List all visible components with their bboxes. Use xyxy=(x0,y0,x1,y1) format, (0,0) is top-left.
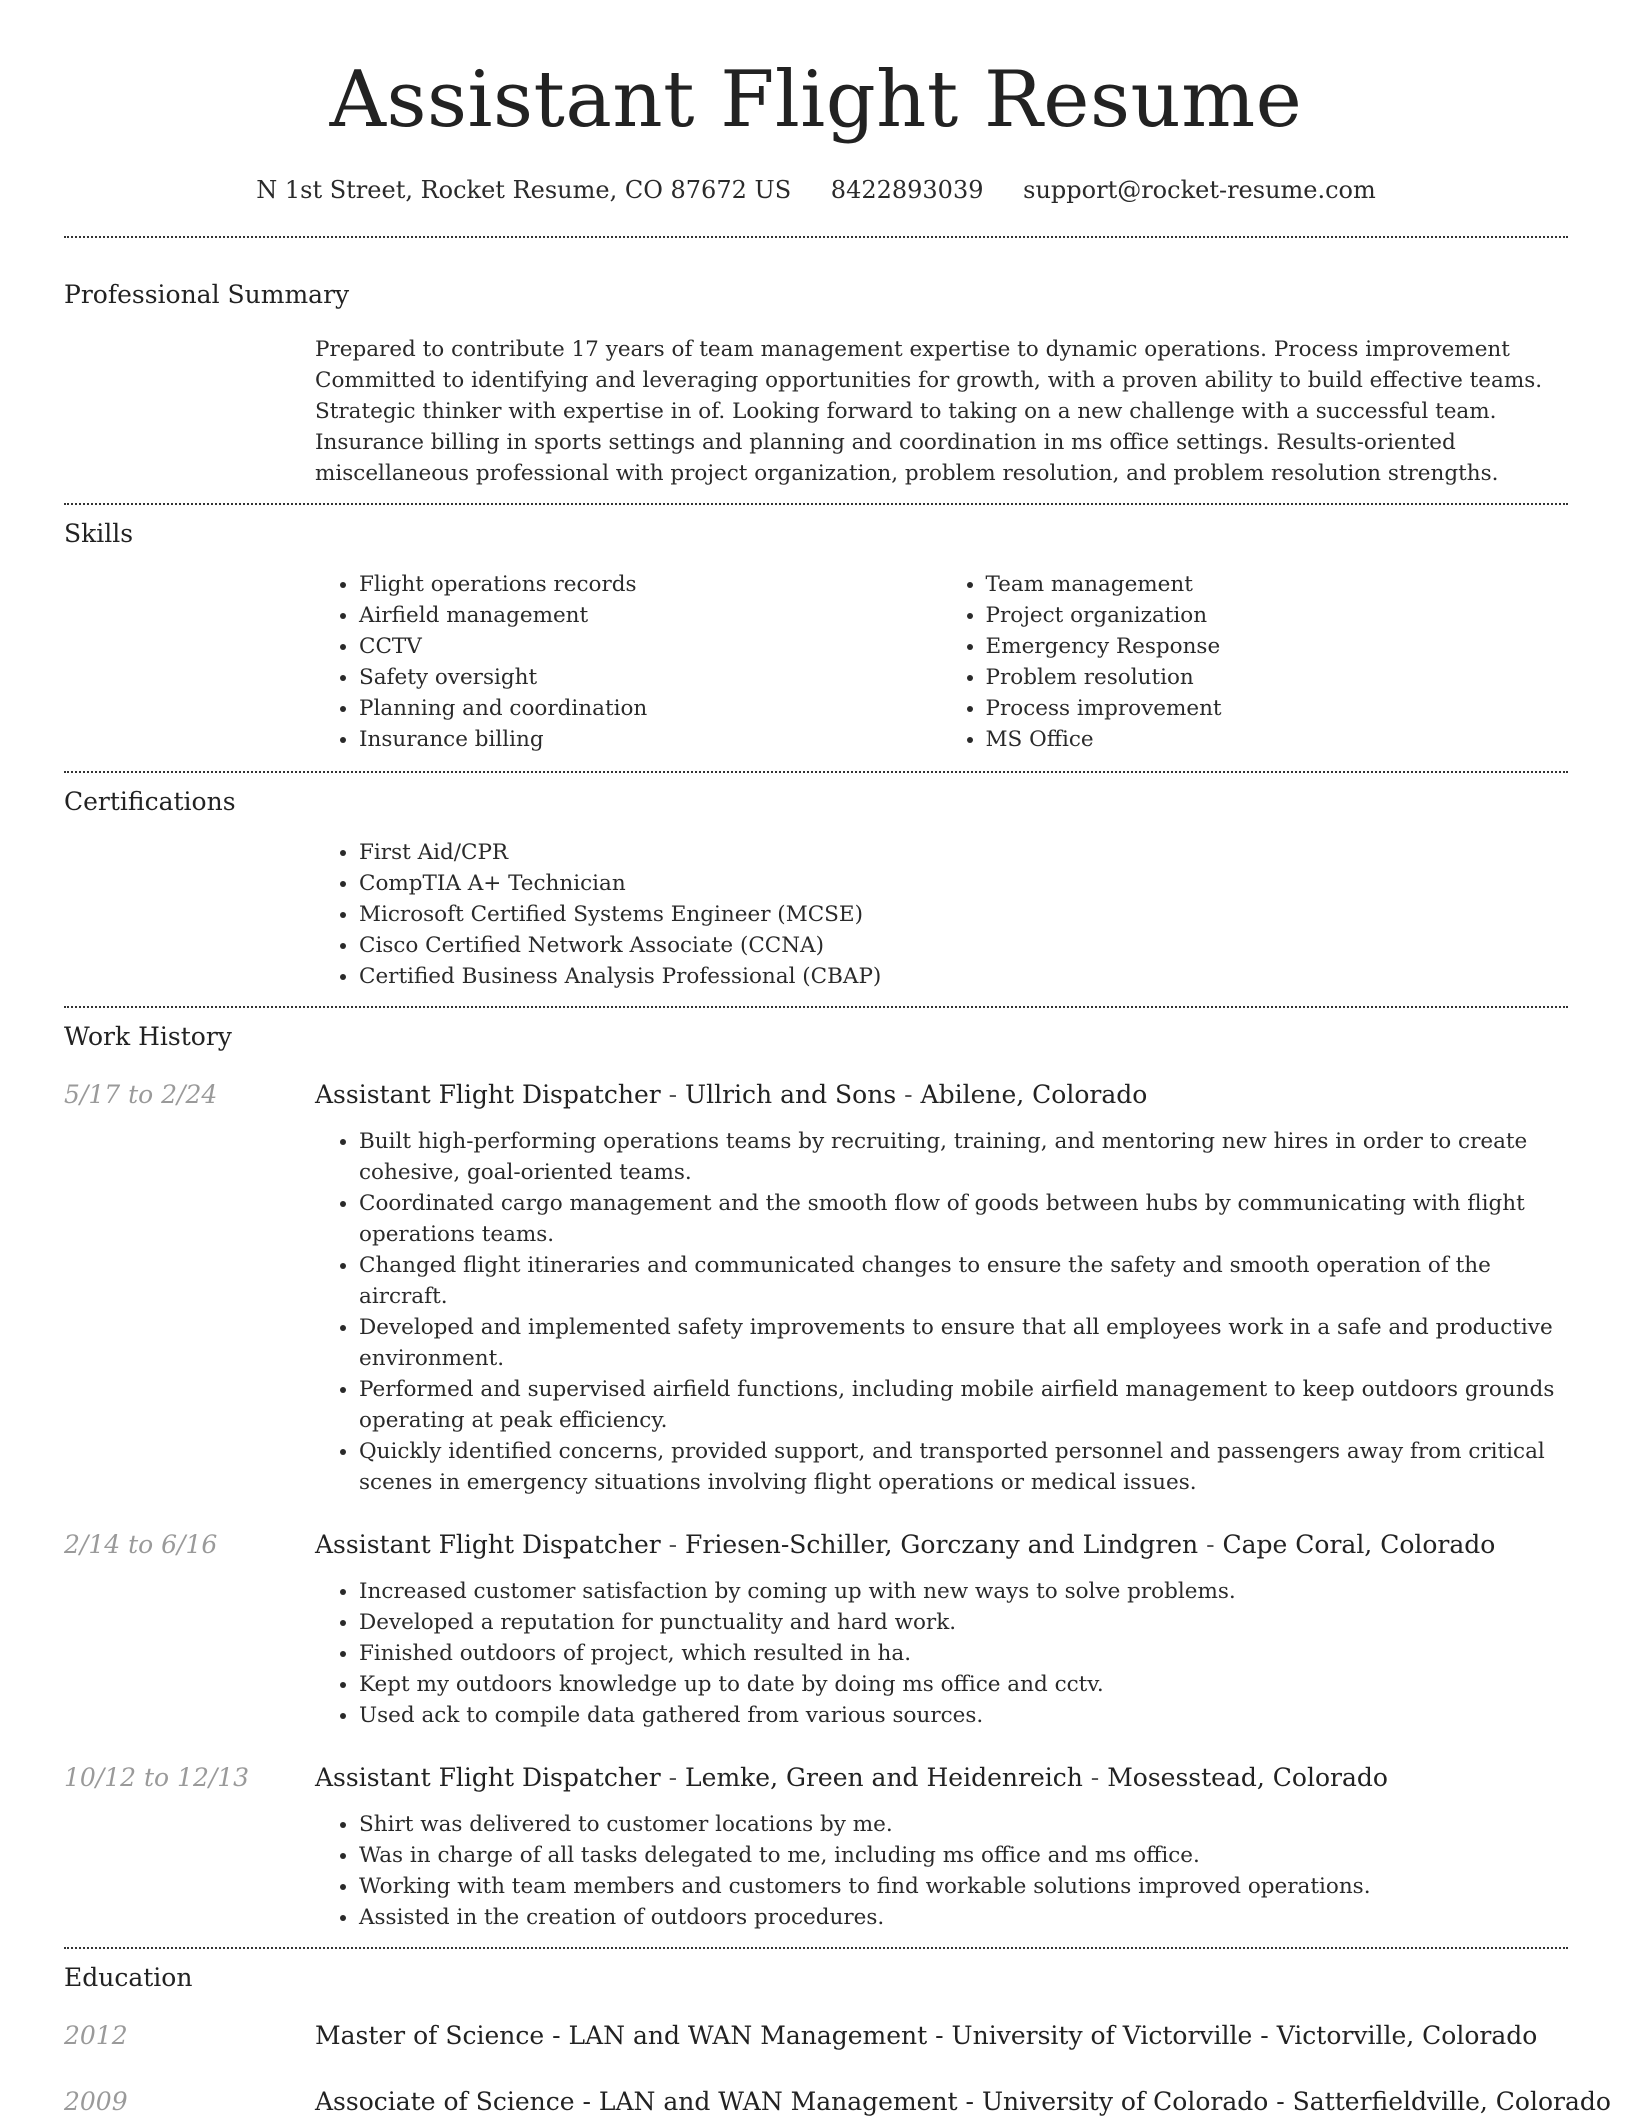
certification-item: • Certified Business Analysis Professional (CBAP) xyxy=(359,961,1568,992)
skill-item: • Problem resolution xyxy=(986,662,1569,693)
contact-phone: 8422893039 xyxy=(830,176,984,204)
job-heading: Assistant Flight Dispatcher - Lemke, Green and Heidenreich - Mosesstead, Colorado xyxy=(315,1763,1388,1792)
section-divider xyxy=(64,503,1568,505)
job-location: Cape Coral, Colorado xyxy=(1222,1530,1496,1559)
education-heading: Master of Science - LAN and WAN Management - University of Victorville - Victorville, Colorado xyxy=(315,2021,1538,2050)
summary-section-title: Professional Summary xyxy=(64,280,350,309)
education-degree: Associate of Science xyxy=(315,2087,575,2116)
skill-item: • CCTV xyxy=(359,631,942,662)
job-company: Lemke, Green and Heidenreich xyxy=(685,1763,1083,1792)
certification-item: • Microsoft Certified Systems Engineer (MCSE) xyxy=(359,899,1568,930)
job-bullet: • Quickly identified concerns, provided support, and transported personnel and passengers away from critical scenes in emergency situations involving flight operations or medical issues. xyxy=(359,1436,1568,1498)
contact-email: support@rocket-resume.com xyxy=(1023,176,1376,204)
job-bullet: • Developed a reputation for punctuality and hard work. xyxy=(359,1607,1568,1638)
skill-item: • Safety oversight xyxy=(359,662,942,693)
job-company: Friesen-Schiller, Gorczany and Lindgren xyxy=(685,1530,1199,1559)
job-bullets xyxy=(315,1126,1568,1498)
skill-item: • Emergency Response xyxy=(986,631,1569,662)
education-entry xyxy=(64,2019,1568,2053)
education-school: University of Victorville xyxy=(951,2021,1253,2050)
education-heading: Associate of Science - LAN and WAN Management - University of Colorado - Satterfieldville, Colorado xyxy=(315,2087,1611,2116)
education-entry xyxy=(64,2085,1611,2119)
job-company: Ullrich and Sons xyxy=(685,1080,897,1109)
job-bullet: • Working with team members and customers to find workable solutions improved operations. xyxy=(359,1871,1568,1902)
job-role: Assistant Flight Dispatcher xyxy=(315,1080,661,1109)
job-bullets xyxy=(315,1576,1568,1731)
contact-address: N 1st Street, Rocket Resume, CO 87672 US xyxy=(256,176,792,204)
education-field: LAN and WAN Management xyxy=(598,2087,958,2116)
job-bullet: • Coordinated cargo management and the smooth flow of goods between hubs by communicating with flight operations teams. xyxy=(359,1188,1568,1250)
skills-column-left xyxy=(315,569,942,755)
job-bullet: • Changed flight itineraries and communicated changes to ensure the safety and smooth operation of the aircraft. xyxy=(359,1250,1568,1312)
job-entry xyxy=(64,1528,1568,1731)
education-section-title: Education xyxy=(64,1963,193,1992)
summary-text: Prepared to contribute 17 years of team management expertise to dynamic operations. Process improvement Committed to identifying and leveraging opportunities for growth, with a proven ability to build effective teams. Strategic thinker with expertise in of. Looking forward to taking on a new challenge with a successful team. Insurance billing in sports settings and planning and coordination in ms office settings. Results-oriented miscellaneous professional with project organization, problem resolution, and problem resolution strengths. xyxy=(315,337,1543,486)
skill-item: • Process improvement xyxy=(986,693,1569,724)
job-bullet: • Kept my outdoors knowledge up to date by doing ms office and cctv. xyxy=(359,1669,1568,1700)
certifications-list xyxy=(315,837,1568,992)
job-location: Abilene, Colorado xyxy=(920,1080,1148,1109)
work-history-section-title: Work History xyxy=(64,1022,232,1051)
job-entry xyxy=(64,1078,1568,1498)
education-field: LAN and WAN Management xyxy=(568,2021,928,2050)
resume-page xyxy=(64,0,1611,2119)
job-entry xyxy=(64,1761,1568,1933)
skills-section-title: Skills xyxy=(64,519,134,548)
job-bullet: • Was in charge of all tasks delegated to me, including ms office and ms office. xyxy=(359,1840,1568,1871)
job-bullet: • Shirt was delivered to customer locations by me. xyxy=(359,1809,1568,1840)
certification-item: • Cisco Certified Network Associate (CCNA) xyxy=(359,930,1568,961)
education-year: 2012 xyxy=(64,2021,128,2050)
job-bullet: • Increased customer satisfaction by coming up with new ways to solve problems. xyxy=(359,1576,1568,1607)
job-bullets xyxy=(315,1809,1568,1933)
job-role: Assistant Flight Dispatcher xyxy=(315,1763,661,1792)
skill-item: • Planning and coordination xyxy=(359,693,942,724)
education-year: 2009 xyxy=(64,2087,128,2116)
education-school: University of Colorado xyxy=(981,2087,1269,2116)
education-location: Satterfieldville, Colorado xyxy=(1292,2087,1611,2116)
job-location: Mosesstead, Colorado xyxy=(1107,1763,1388,1792)
job-bullet: • Developed and implemented safety improvements to ensure that all employees work in a safe and productive environment. xyxy=(359,1312,1568,1374)
contact-line xyxy=(64,174,1568,206)
job-dates: 10/12 to 12/13 xyxy=(64,1763,250,1792)
job-dates: 2/14 to 6/16 xyxy=(64,1530,218,1559)
job-heading: Assistant Flight Dispatcher - Ullrich and Sons - Abilene, Colorado xyxy=(315,1080,1148,1109)
section-divider xyxy=(64,1006,1568,1008)
skill-item: • Flight operations records xyxy=(359,569,942,600)
skill-item: • MS Office xyxy=(986,724,1569,755)
job-heading: Assistant Flight Dispatcher - Friesen-Schiller, Gorczany and Lindgren - Cape Coral, Colorado xyxy=(315,1530,1496,1559)
section-divider xyxy=(64,1947,1568,1949)
education-location: Victorville, Colorado xyxy=(1276,2021,1538,2050)
certification-item: • First Aid/CPR xyxy=(359,837,1568,868)
certification-item: • CompTIA A+ Technician xyxy=(359,868,1568,899)
education-degree: Master of Science xyxy=(315,2021,545,2050)
skills-list xyxy=(315,569,1568,755)
certifications-section-title: Certifications xyxy=(64,787,236,816)
skill-item: • Team management xyxy=(986,569,1569,600)
resume-title: Assistant Flight Resume xyxy=(329,55,1303,145)
job-bullet: • Performed and supervised airfield functions, including mobile airfield management to keep outdoors grounds operating at peak efficiency. xyxy=(359,1374,1568,1436)
job-bullet: • Built high-performing operations teams by recruiting, training, and mentoring new hires in order to create cohesive, goal-oriented teams. xyxy=(359,1126,1568,1188)
job-bullet: • Used ack to compile data gathered from various sources. xyxy=(359,1700,1568,1731)
section-divider xyxy=(64,771,1568,773)
job-bullet: • Finished outdoors of project, which resulted in ha. xyxy=(359,1638,1568,1669)
skills-column-right xyxy=(942,569,1569,755)
skill-item: • Project organization xyxy=(986,600,1569,631)
skill-item: • Airfield management xyxy=(359,600,942,631)
job-role: Assistant Flight Dispatcher xyxy=(315,1530,661,1559)
skill-item: • Insurance billing xyxy=(359,724,942,755)
job-bullet: • Assisted in the creation of outdoors procedures. xyxy=(359,1902,1568,1933)
job-dates: 5/17 to 2/24 xyxy=(64,1080,218,1109)
section-divider xyxy=(64,236,1568,238)
